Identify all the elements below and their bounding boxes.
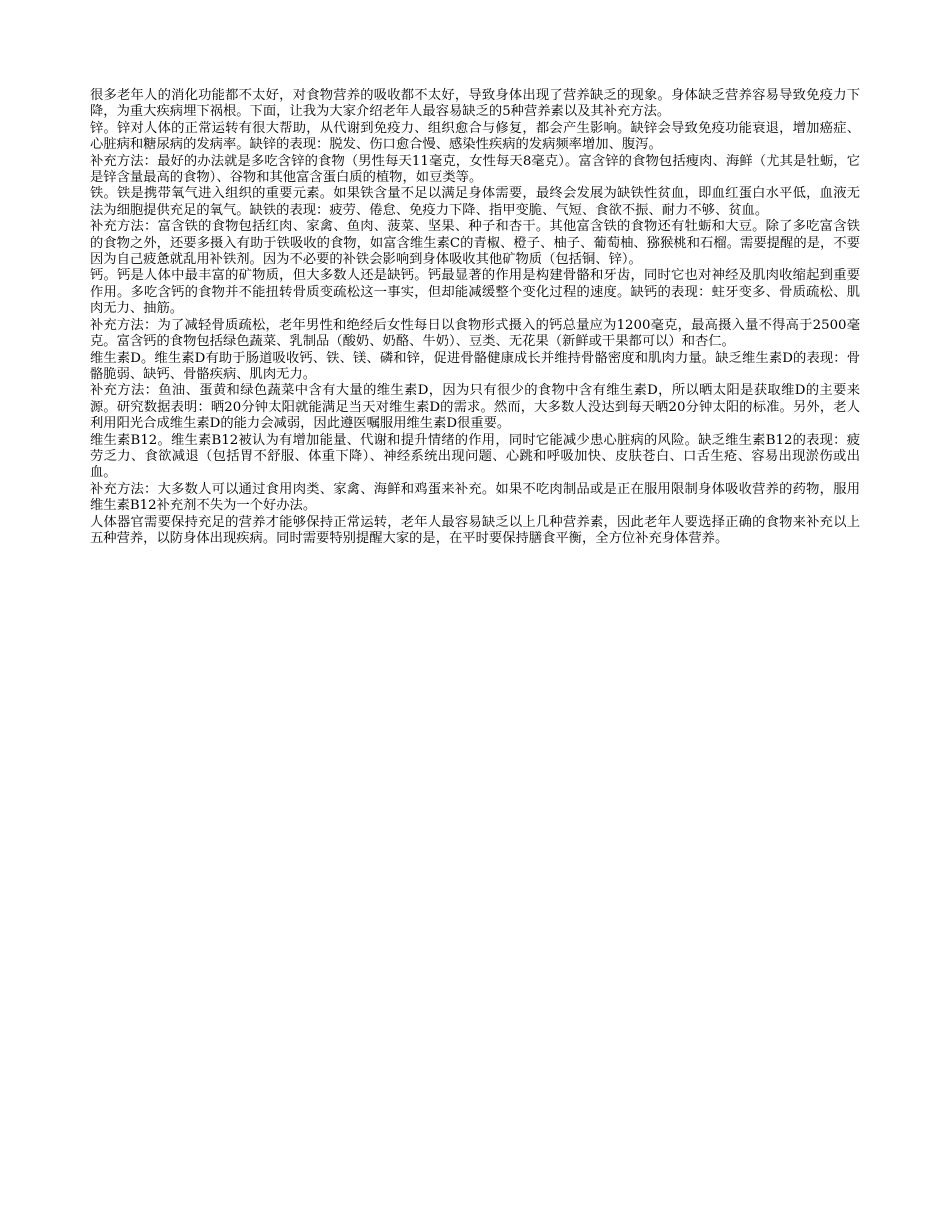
- paragraph-vitamin-b12-supplement: 补充方法：大多数人可以通过食用肉类、家禽、海鲜和鸡蛋来补充。如果不吃肉制品或是正在服用限制身体吸收营养的药物，服用维生素B12补充剂不失为一个好办法。: [90, 481, 860, 514]
- paragraph-zinc: 锌。锌对人体的正常运转有很大帮助，从代谢到免疫力、组织愈合与修复，都会产生影响。缺锌会导致免疫功能衰退，增加癌症、心脏病和糖尿病的发病率。缺锌的表现：脱发、伤口愈合慢、感染性疾病的发病频率增加、腹泻。: [90, 120, 860, 153]
- paragraph-calcium-supplement: 补充方法：为了减轻骨质疏松，老年男性和绝经后女性每日以食物形式摄入的钙总量应为1200毫克，最高摄入量不得高于2500毫克。富含钙的食物包括绿色蔬菜、乳制品（酸奶、奶酪、牛奶）、豆类、无花果（新鲜或干果都可以）和杏仁。: [90, 317, 860, 350]
- paragraph-vitamin-d-supplement: 补充方法：鱼油、蛋黄和绿色蔬菜中含有大量的维生素D，因为只有很少的食物中含有维生素D，所以晒太阳是获取维D的主要来源。研究数据表明：晒20分钟太阳就能满足当天对维生素D的需求。然而，大多数人没达到每天晒20分钟太阳的标准。另外，老人利用阳光合成维生素D的能力会减弱，因此遵医嘱服用维生素D很重要。: [90, 383, 860, 432]
- paragraph-zinc-supplement: 补充方法：最好的办法就是多吃含锌的食物（男性每天11毫克，女性每天8毫克）。富含锌的食物包括瘦肉、海鲜（尤其是牡蛎，它是锌含量最高的食物）、谷物和其他富含蛋白质的植物，如豆类等。: [90, 153, 860, 186]
- paragraph-vitamin-b12: 维生素B12。维生素B12被认为有增加能量、代谢和提升情绪的作用，同时它能减少患心脏病的风险。缺乏维生素B12的表现：疲劳乏力、食欲减退（包括胃不舒服、体重下降）、神经系统出现问题、心跳和呼吸加快、皮肤苍白、口舌生疮、容易出现淤伤或出血。: [90, 432, 860, 481]
- paragraph-intro: 很多老年人的消化功能都不太好，对食物营养的吸收都不太好，导致身体出现了营养缺乏的现象。身体缺乏营养容易导致免疫力下降，为重大疾病埋下祸根。下面，让我为大家介绍老年人最容易缺乏的5种营养素以及其补充方法。: [90, 88, 860, 120]
- paragraph-calcium: 钙。钙是人体中最丰富的矿物质，但大多数人还是缺钙。钙最显著的作用是构建骨骼和牙齿，同时它也对神经及肌肉收缩起到重要作用。多吃含钙的食物并不能扭转骨质变疏松这一事实，但却能减缓整个变化过程的速度。缺钙的表现：蛀牙变多、骨质疏松、肌肉无力、抽筋。: [90, 268, 860, 317]
- paragraph-iron-supplement: 补充方法：富含铁的食物包括红肉、家禽、鱼肉、菠菜、坚果、种子和杏干。其他富含铁的食物还有牡蛎和大豆。除了多吃富含铁的食物之外，还要多摄入有助于铁吸收的食物，如富含维生素C的青椒、橙子、柚子、葡萄柚、猕猴桃和石榴。需要提醒的是，不要因为自己疲惫就乱用补铁剂。因为不必要的补铁会影响到身体吸收其他矿物质（包括铜、锌）。: [90, 219, 860, 268]
- paragraph-iron: 铁。铁是携带氧气进入组织的重要元素。如果铁含量不足以满足身体需要，最终会发展为缺铁性贫血，即血红蛋白水平低，血液无法为细胞提供充足的氧气。缺铁的表现：疲劳、倦怠、免疫力下降、指甲变脆、气短、食欲不振、耐力不够、贫血。: [90, 186, 860, 218]
- paragraph-vitamin-d: 维生素D。维生素D有助于肠道吸收钙、铁、镁、磷和锌，促进骨骼健康成长并维持骨骼密度和肌肉力量。缺乏维生素D的表现：骨骼脆弱、缺钙、骨骼疾病、肌肉无力。: [90, 350, 860, 382]
- paragraph-conclusion: 人体器官需要保持充足的营养才能够保持正常运转，老年人最容易缺乏以上几种营养素，因此老年人要选择正确的食物来补充以上五种营养，以防身体出现疾病。同时需要特别提醒大家的是，在平时要保持膳食平衡，全方位补充身体营养。: [90, 514, 860, 546]
- document-body: [90, 88, 860, 547]
